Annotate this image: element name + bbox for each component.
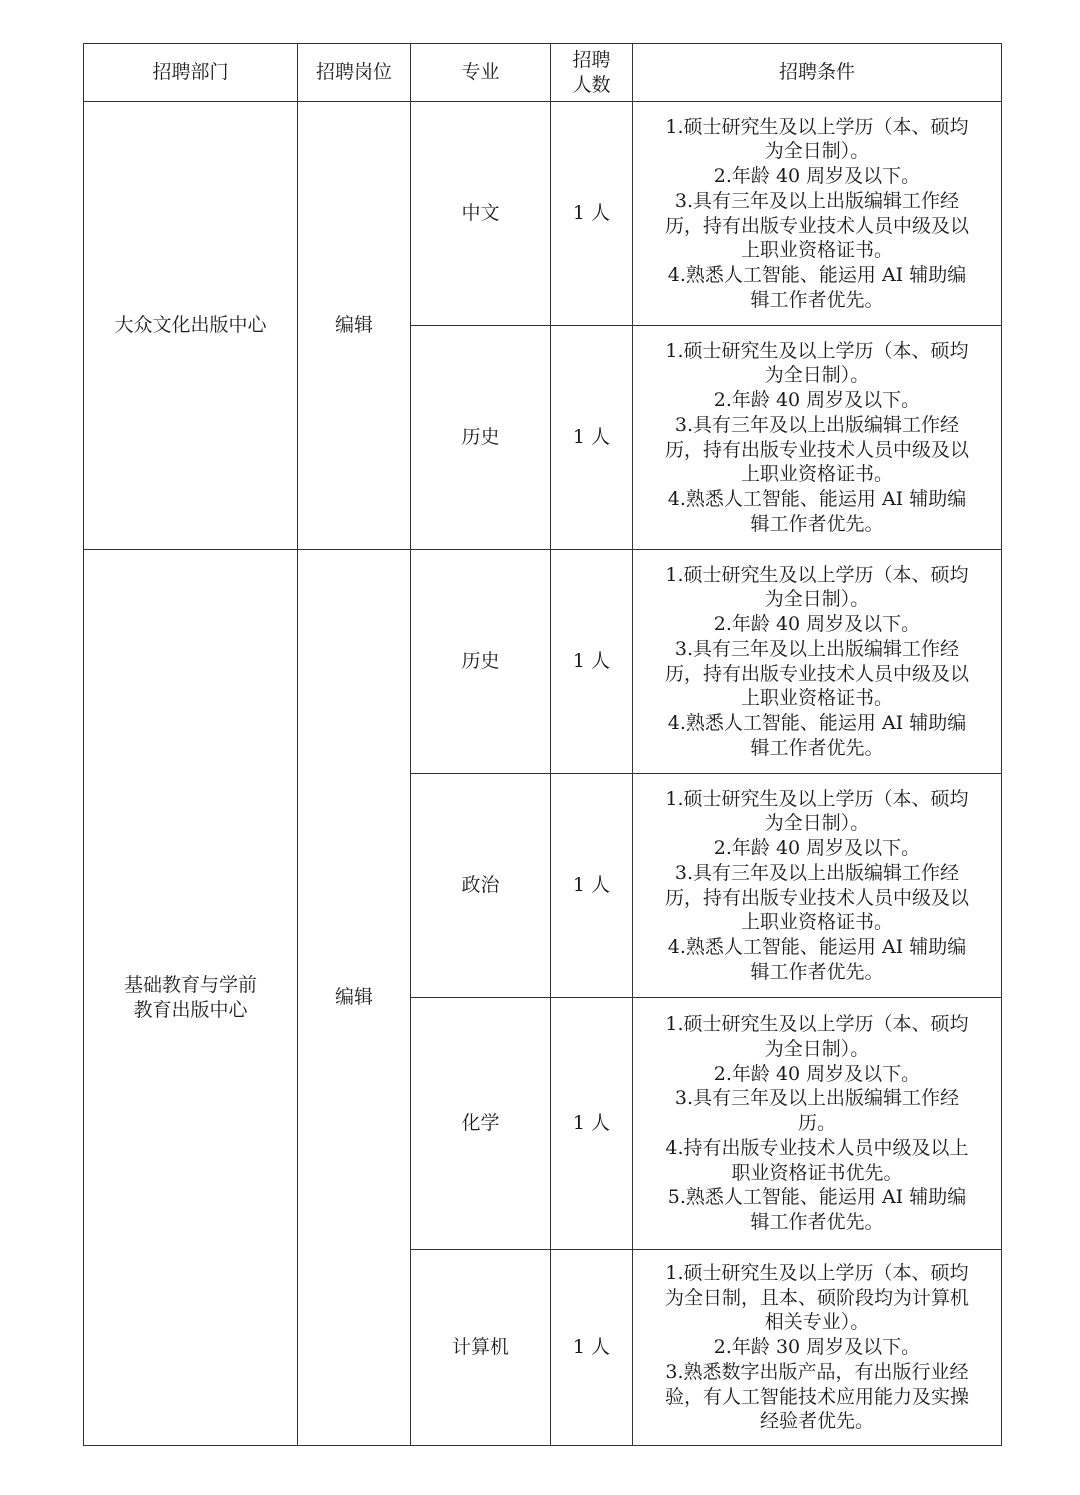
department-line: 基础教育与学前 (123, 973, 257, 996)
condition-line: 为全日制）。 (764, 364, 870, 387)
condition-line: 为全日制）。 (764, 140, 870, 163)
header-count-line1: 招聘 (572, 48, 611, 71)
condition-line: 4.熟悉人工智能、能运用 AI 辅助编 (667, 487, 967, 510)
conditions-cell (633, 550, 1002, 774)
count-cell: 1 人 (551, 774, 633, 998)
condition-line: 职业资格证书优先。 (731, 1161, 903, 1184)
header-conditions: 招聘条件 (633, 44, 1002, 102)
department-line: 教育出版中心 (133, 998, 248, 1021)
condition-line: 辑工作者优先。 (750, 288, 884, 311)
condition-line: 为全日制，且本、硕阶段均为计算机 (664, 1286, 969, 1309)
condition-line: 为全日制）。 (764, 812, 870, 835)
header-department: 招聘部门 (84, 44, 298, 102)
department-cell (84, 102, 298, 550)
condition-line: 历，持有出版专业技术人员中级及以 (664, 886, 969, 909)
count-cell: 1 人 (551, 550, 633, 774)
condition-line: 1.硕士研究生及以上学历（本、硕均 (665, 787, 969, 810)
condition-line: 1.硕士研究生及以上学历（本、硕均 (665, 1013, 969, 1036)
condition-line: 1.硕士研究生及以上学历（本、硕均 (665, 115, 969, 138)
header-position: 招聘岗位 (298, 44, 411, 102)
major-cell: 化学 (411, 998, 551, 1250)
condition-line: 1.硕士研究生及以上学历（本、硕均 (665, 563, 969, 586)
condition-line: 1.硕士研究生及以上学历（本、硕均 (665, 1262, 969, 1285)
header-major: 专业 (411, 44, 551, 102)
count-cell: 1 人 (551, 102, 633, 326)
condition-line: 3.具有三年及以上出版编辑工作经 (674, 861, 960, 884)
condition-line: 历，持有出版专业技术人员中级及以 (664, 662, 969, 685)
table-row (84, 550, 1002, 774)
condition-line: 4.熟悉人工智能、能运用 AI 辅助编 (667, 711, 967, 734)
condition-line: 3.具有三年及以上出版编辑工作经 (674, 1087, 960, 1110)
condition-line: 4.熟悉人工智能、能运用 AI 辅助编 (667, 263, 967, 286)
department-line: 大众文化出版中心 (114, 314, 267, 337)
condition-line: 3.具有三年及以上出版编辑工作经 (674, 413, 960, 436)
condition-line: 经验者优先。 (759, 1410, 874, 1433)
major-cell: 历史 (411, 326, 551, 550)
condition-line: 2.年龄 40 周岁及以下。 (713, 389, 921, 412)
condition-line: 辑工作者优先。 (750, 736, 884, 759)
major-cell: 中文 (411, 102, 551, 326)
conditions-cell (633, 102, 1002, 326)
position-cell: 编辑 (298, 550, 411, 1446)
header-row (84, 44, 1002, 102)
condition-line: 4.熟悉人工智能、能运用 AI 辅助编 (667, 935, 967, 958)
header-count (551, 44, 633, 102)
condition-line: 2.年龄 40 周岁及以下。 (713, 613, 921, 636)
condition-line: 上职业资格证书。 (740, 687, 893, 710)
condition-line: 2.年龄 30 周岁及以下。 (713, 1336, 921, 1359)
table-row (84, 102, 1002, 326)
count-cell: 1 人 (551, 1250, 633, 1446)
condition-line: 历。 (797, 1112, 836, 1135)
condition-line: 3.具有三年及以上出版编辑工作经 (674, 189, 960, 212)
condition-line: 历，持有出版专业技术人员中级及以 (664, 214, 969, 237)
condition-line: 2.年龄 40 周岁及以下。 (713, 165, 921, 188)
recruitment-table (83, 43, 1002, 1446)
condition-line: 为全日制）。 (764, 1038, 870, 1061)
major-cell: 历史 (411, 550, 551, 774)
condition-line: 辑工作者优先。 (750, 512, 884, 535)
condition-line: 4.持有出版专业技术人员中级及以上 (665, 1136, 969, 1159)
condition-line: 为全日制）。 (764, 588, 870, 611)
condition-line: 验，有人工智能技术应用能力及实操 (664, 1385, 969, 1408)
condition-line: 1.硕士研究生及以上学历（本、硕均 (665, 339, 969, 362)
count-cell: 1 人 (551, 998, 633, 1250)
position-cell: 编辑 (298, 102, 411, 550)
major-cell: 计算机 (411, 1250, 551, 1446)
major-cell: 政治 (411, 774, 551, 998)
conditions-cell (633, 998, 1002, 1250)
condition-line: 上职业资格证书。 (740, 911, 893, 934)
conditions-cell (633, 774, 1002, 998)
condition-line: 3.熟悉数字出版产品，有出版行业经 (665, 1360, 969, 1383)
condition-line: 上职业资格证书。 (740, 239, 893, 262)
count-cell: 1 人 (551, 326, 633, 550)
conditions-cell (633, 1250, 1002, 1446)
department-cell (84, 550, 298, 1446)
condition-line: 2.年龄 40 周岁及以下。 (713, 837, 921, 860)
conditions-cell (633, 326, 1002, 550)
condition-line: 2.年龄 40 周岁及以下。 (713, 1062, 921, 1085)
header-count-line2: 人数 (572, 73, 611, 96)
condition-line: 辑工作者优先。 (750, 960, 884, 983)
condition-line: 辑工作者优先。 (750, 1210, 884, 1233)
condition-line: 上职业资格证书。 (740, 463, 893, 486)
condition-line: 5.熟悉人工智能、能运用 AI 辅助编 (667, 1186, 967, 1209)
condition-line: 历，持有出版专业技术人员中级及以 (664, 438, 969, 461)
condition-line: 3.具有三年及以上出版编辑工作经 (674, 637, 960, 660)
condition-line: 相关专业）。 (764, 1311, 870, 1334)
